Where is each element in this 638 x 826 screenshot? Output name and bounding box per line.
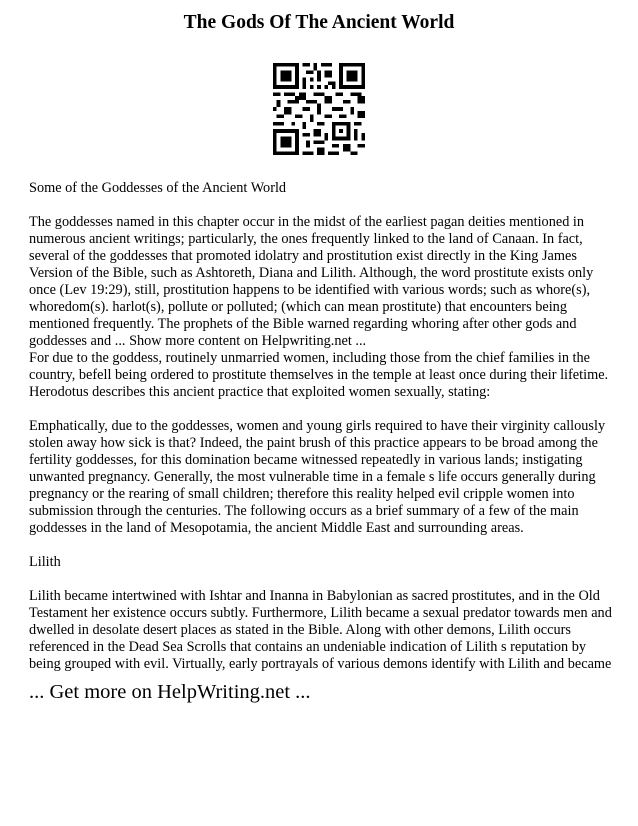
subheading-lilith: Lilith	[29, 554, 61, 570]
page-title: The Gods Of The Ancient World	[183, 12, 455, 33]
document-body	[29, 180, 614, 673]
section-heading: Some of the Goddesses of the Ancient World	[29, 180, 287, 196]
qr-code-icon	[273, 63, 365, 155]
get-more-link[interactable]: ... Get more on HelpWriting.net ...	[29, 681, 311, 703]
paragraph-lilith: Lilith became intertwined with Ishtar and Inanna in Babylonian as sacred prostitutes, and in the Old Testament her existence occurs subtly. Furthermore, Lilith became a sexual predator towards men and dwelled in desolate desert places as stated in the Bible. Along with other demons, Lilith occurs referenced in the Dead Sea Scrolls that contains an undeniable indication of Lilith s reputation by being grouped with evil. Virtually, early portrayals of various demons identify with Lilith and became	[29, 588, 612, 672]
paragraph-herodotus: For due to the goddess, routinely unmarried women, including those from the chief families in the country, befell being ordered to prostitute themselves in the temple at least once during their lifetime. Herodotus describes this ancient practice that exploited women sexually, stating:	[29, 350, 609, 400]
paragraph-emphatically: Emphatically, due to the goddesses, women and young girls required to have their virginity callously stolen away how sick is that? Indeed, the paint brush of this practice appears to be broad among the fertility goddesses, for this domination became witnessed repeatedly in various lands; instigating unwanted pregnancy. Generally, the most vulnerable time in a female s life occurs generally during pregnancy or the rearing of small children; therefore this reality helped evil cripple women into submission through the centuries. The following occurs as a brief summary of a few of the main goddesses in the land of Mesopotamia, the ancient Middle East and surrounding areas.	[29, 418, 606, 536]
paragraph-intro: The goddesses named in this chapter occur in the midst of the earliest pagan deities mentioned in numerous ancient writings; particularly, the ones frequently linked to the land of Canaan. In fact, several of the goddesses that promoted idolatry and prostitution exist directly in the King James Version of the Bible, such as Ashtoreth, Diana and Lilith. Although, the word prostitute exists only once (Lev 19:29), still, prostitution happens to be identified with various words; such as whore(s), whoredom(s). harlot(s), pollute or polluted; (which can mean prostitute) that encounters being mentioned frequently. The prophets of the Bible warned regarding whoring after other gods and goddesses and ... Show more content on Helpwriting.net ...	[29, 214, 594, 349]
